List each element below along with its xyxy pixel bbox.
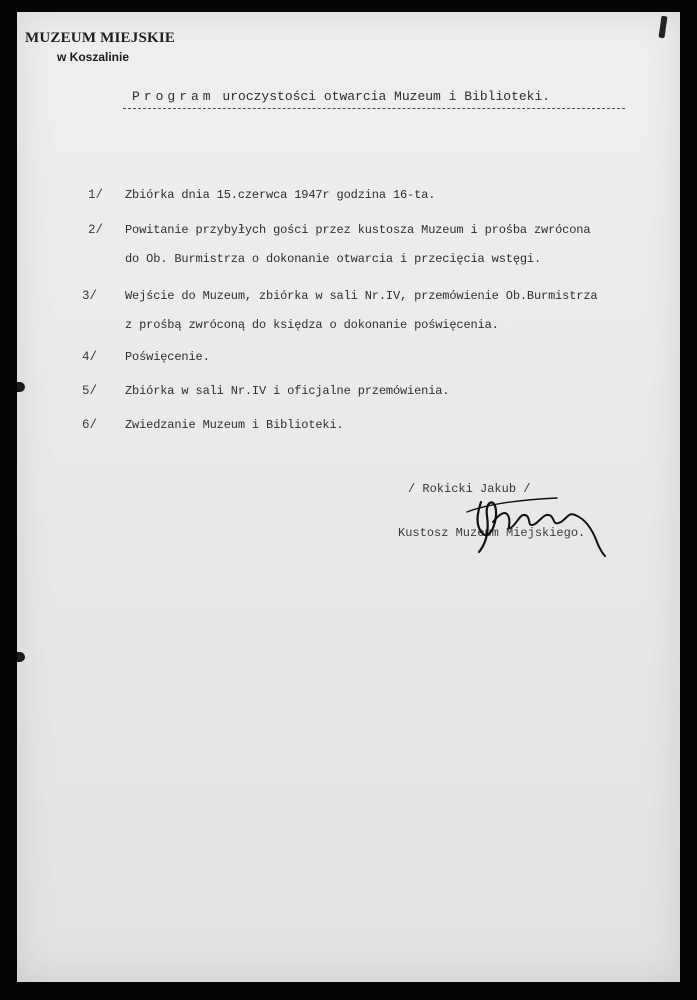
signatory-name: / Rokicki Jakub /	[408, 482, 531, 496]
item-number: 2/	[88, 223, 104, 237]
item-line: Powitanie przybyłych gości przez kustosza Muzeum i prośba zwrócona	[125, 223, 591, 237]
item-line: Wejście do Muzeum, zbiórka w sali Nr.IV, przemówienie Ob.Burmistrza	[125, 289, 598, 303]
punch-hole	[17, 652, 25, 662]
item-line: Zbiórka w sali Nr.IV i oficjalne przemówienia.	[125, 384, 450, 398]
item-number: 4/	[82, 350, 98, 364]
item-number: 3/	[82, 289, 98, 303]
handwritten-signature	[457, 482, 607, 557]
museum-stamp-city: w Koszalinie	[57, 50, 130, 64]
document-page	[17, 12, 680, 982]
item-number: 1/	[88, 188, 104, 202]
punch-hole	[17, 382, 25, 392]
item-number: 6/	[82, 418, 98, 432]
museum-stamp-name: MUZEUM MIEJSKIE	[25, 30, 176, 46]
item-number: 5/	[82, 384, 98, 398]
title-rest: uroczystości otwarcia Muzeum i Biblioteki.	[222, 89, 551, 104]
signatory-role: Kustosz Muzeum Miejskiego.	[398, 526, 586, 540]
item-line: Poświęcenie.	[125, 350, 210, 364]
item-line: Zwiedzanie Muzeum i Biblioteki.	[125, 418, 344, 432]
item-line: z prośbą zwróconą do księdza o dokonanie poświęcenia.	[125, 318, 499, 332]
document-title	[132, 89, 550, 104]
item-line: do Ob. Burmistrza o dokonanie otwarcia i przecięcia wstęgi.	[125, 252, 542, 266]
corner-mark	[658, 16, 667, 39]
title-underline	[123, 108, 625, 109]
item-line: Zbiórka dnia 15.czerwca 1947r godzina 16-ta.	[125, 188, 436, 202]
title-word: Program	[132, 89, 215, 104]
